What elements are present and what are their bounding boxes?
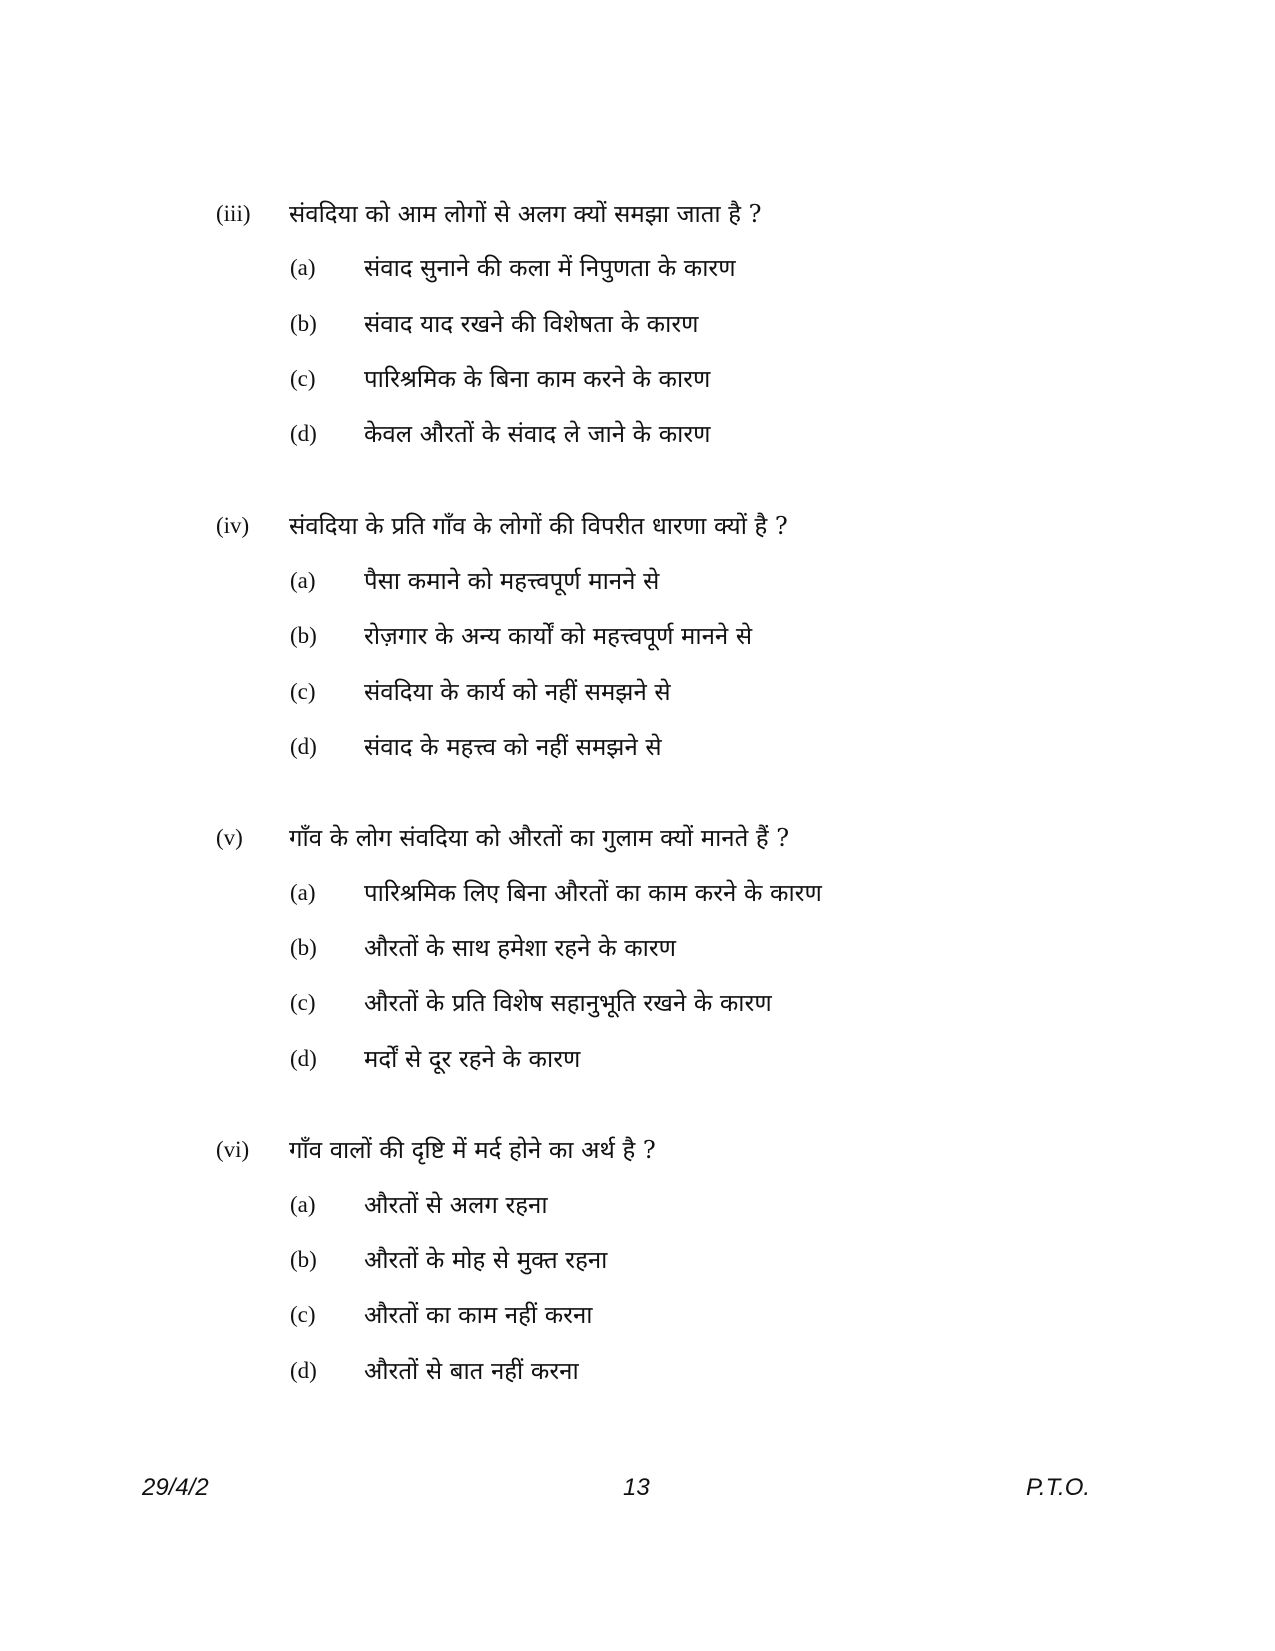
option-text: रोज़गार के अन्य कार्यों को महत्त्वपूर्ण मानने से — [364, 622, 753, 650]
option-letter: (b) — [290, 935, 317, 960]
option-text: पैसा कमाने को महत्त्वपूर्ण मानने से — [364, 567, 660, 595]
option-letter: (d) — [290, 1358, 317, 1383]
option-c — [0, 1295, 1275, 1335]
option-a — [0, 873, 1275, 913]
question-number: (v) — [216, 825, 243, 850]
option-letter: (a) — [290, 255, 316, 280]
option-letter: (c) — [290, 679, 316, 704]
question-stem — [0, 194, 1275, 234]
option-d — [0, 414, 1275, 454]
option-a — [0, 561, 1275, 601]
option-letter: (c) — [290, 990, 316, 1015]
option-text: औरतों का काम नहीं करना — [364, 1301, 593, 1329]
question-text: संवदिया के प्रति गाँव के लोगों की विपरीत धारणा क्यों है ? — [289, 512, 788, 540]
option-text: संवाद याद रखने की विशेषता के कारण — [364, 310, 699, 338]
option-d — [0, 1351, 1275, 1391]
option-d — [0, 1039, 1275, 1079]
pto-label: P.T.O. — [1026, 1474, 1091, 1501]
option-text: पारिश्रमिक लिए बिना औरतों का काम करने के कारण — [364, 879, 822, 907]
option-a — [0, 1185, 1275, 1225]
option-letter: (d) — [290, 421, 317, 446]
page-footer — [0, 1470, 1275, 1506]
paper-code: 29/4/2 — [142, 1474, 209, 1501]
option-text: औरतों के प्रति विशेष सहानुभूति रखने के कारण — [364, 989, 772, 1017]
option-c — [0, 983, 1275, 1023]
option-b — [0, 1240, 1275, 1280]
option-letter: (b) — [290, 311, 317, 336]
option-b — [0, 304, 1275, 344]
option-text: संवाद के महत्त्व को नहीं समझने से — [364, 733, 662, 761]
option-b — [0, 928, 1275, 968]
option-b — [0, 616, 1275, 656]
question-stem — [0, 1130, 1275, 1170]
question-stem — [0, 506, 1275, 546]
question-number: (iv) — [216, 513, 250, 538]
option-text: केवल औरतों के संवाद ले जाने के कारण — [364, 420, 711, 448]
option-c — [0, 672, 1275, 712]
option-d — [0, 727, 1275, 767]
page-number: 13 — [623, 1474, 650, 1501]
option-letter: (b) — [290, 1247, 317, 1272]
option-letter: (d) — [290, 1046, 317, 1071]
option-text: औरतों के साथ हमेशा रहने के कारण — [364, 934, 677, 962]
question-text: संवदिया को आम लोगों से अलग क्यों समझा जाता है ? — [289, 200, 762, 228]
option-text: औरतों के मोह से मुक्त रहना — [364, 1246, 608, 1274]
option-c — [0, 359, 1275, 399]
option-letter: (c) — [290, 1302, 316, 1327]
option-letter: (c) — [290, 366, 316, 391]
option-text: पारिश्रमिक के बिना काम करने के कारण — [364, 365, 711, 393]
option-letter: (b) — [290, 623, 317, 648]
question-number: (vi) — [216, 1137, 250, 1162]
option-text: औरतों से बात नहीं करना — [364, 1357, 579, 1385]
option-letter: (a) — [290, 568, 316, 593]
question-stem — [0, 818, 1275, 858]
option-letter: (a) — [290, 880, 316, 905]
option-text: संवाद सुनाने की कला में निपुणता के कारण — [364, 254, 736, 282]
question-number: (iii) — [216, 201, 251, 226]
option-letter: (d) — [290, 734, 317, 759]
option-a — [0, 248, 1275, 288]
question-text: गाँव वालों की दृष्टि में मर्द होने का अर्थ है ? — [289, 1136, 656, 1164]
option-text: औरतों से अलग रहना — [364, 1191, 548, 1219]
option-text: मर्दों से दूर रहने के कारण — [364, 1045, 581, 1073]
option-text: संवदिया के कार्य को नहीं समझने से — [364, 678, 671, 706]
question-text: गाँव के लोग संवदिया को औरतों का गुलाम क्यों मानते हैं ? — [289, 824, 790, 852]
option-letter: (a) — [290, 1192, 316, 1217]
